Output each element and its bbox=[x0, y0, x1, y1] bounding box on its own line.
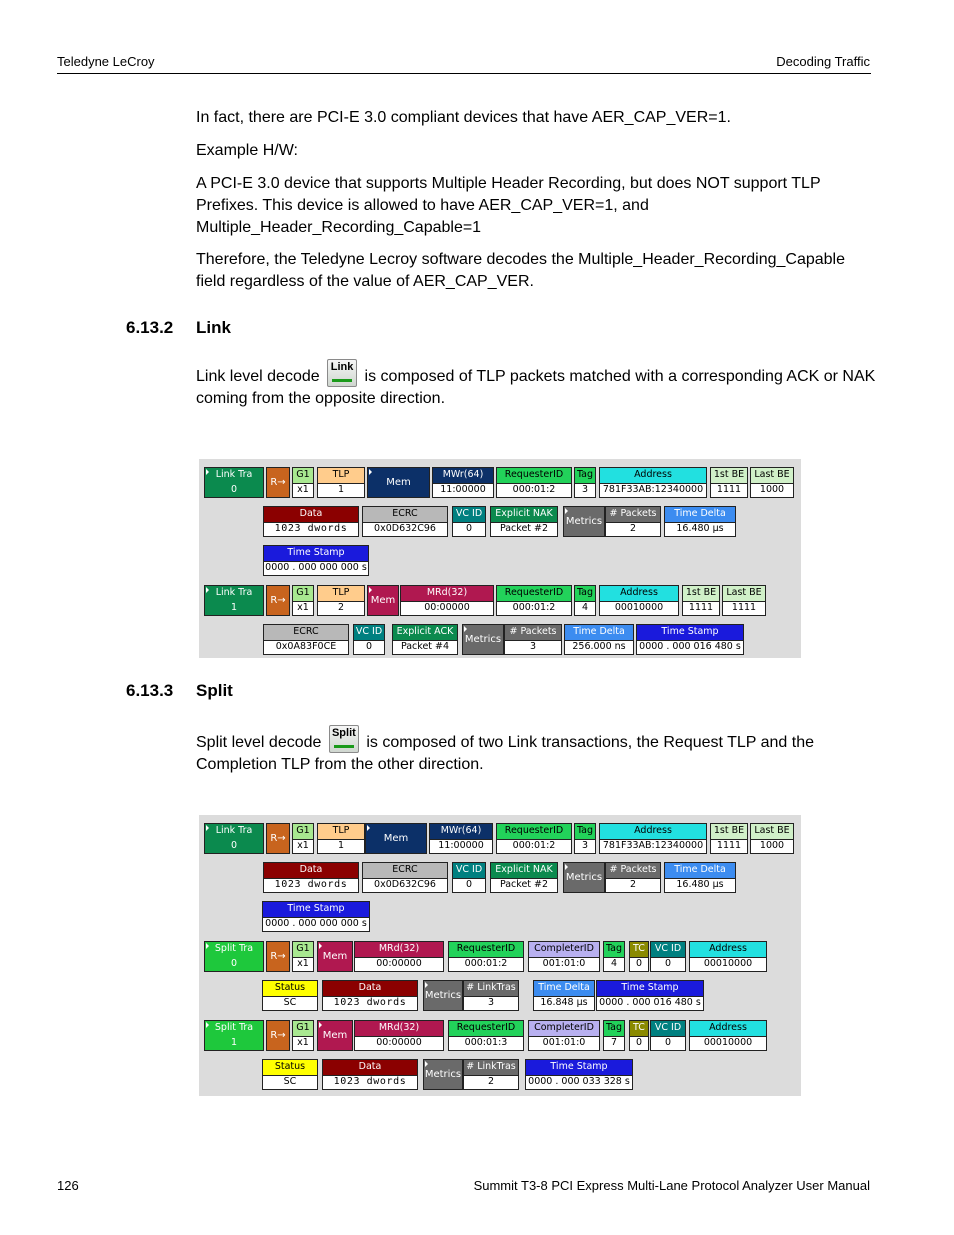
field-value: 0 bbox=[664, 957, 672, 969]
field-value: 00010000 bbox=[703, 1036, 753, 1048]
split-toolbar-icon bbox=[329, 725, 359, 753]
field-addr[interactable] bbox=[599, 585, 679, 616]
field-cmd[interactable] bbox=[354, 1020, 444, 1051]
field-value: 001:01:0 bbox=[542, 1036, 586, 1048]
field-value: SC bbox=[283, 1075, 297, 1087]
field-label: Last BE bbox=[723, 586, 765, 602]
field-text: Mem bbox=[322, 1030, 348, 1041]
field-req[interactable] bbox=[448, 941, 524, 972]
field-value: 1 bbox=[337, 839, 345, 851]
field-label: RequesterID bbox=[497, 586, 571, 602]
field-addr[interactable] bbox=[689, 1020, 767, 1051]
field-lbe[interactable] bbox=[750, 467, 794, 498]
field-tlp[interactable] bbox=[317, 823, 365, 854]
field-split[interactable] bbox=[204, 1020, 264, 1051]
expand-triangle-icon bbox=[206, 587, 209, 593]
field-label: TC bbox=[630, 942, 648, 958]
field-gen[interactable] bbox=[292, 823, 314, 854]
field-value: 3 bbox=[487, 996, 495, 1008]
field-ack[interactable] bbox=[490, 862, 558, 893]
field-value: SC bbox=[283, 996, 297, 1008]
field-label: VC ID bbox=[453, 507, 485, 523]
field-label: MRd(32) bbox=[355, 942, 443, 958]
field-label: Split Tra bbox=[205, 1021, 263, 1037]
field-label: VC ID bbox=[651, 1021, 685, 1037]
field-type[interactable] bbox=[317, 941, 353, 972]
field-delta[interactable] bbox=[664, 862, 736, 893]
field-text: Metrics bbox=[424, 1069, 462, 1080]
field-value: 16.480 μs bbox=[676, 878, 724, 890]
field-gen[interactable] bbox=[292, 1020, 314, 1051]
field-label: ECRC bbox=[363, 507, 447, 523]
field-value: 1111 bbox=[688, 601, 714, 613]
field-text: Mem bbox=[370, 595, 396, 606]
field-value: 7 bbox=[610, 1036, 618, 1048]
field-value: 1023 dwords bbox=[333, 996, 407, 1008]
field-label: Time Delta bbox=[534, 981, 594, 997]
field-label: RequesterID bbox=[497, 824, 571, 840]
field-label: MRd(32) bbox=[355, 1021, 443, 1037]
field-value: 0x0D632C96 bbox=[374, 522, 436, 534]
field-value: 1 bbox=[337, 483, 345, 495]
section-title: Link bbox=[196, 318, 231, 337]
field-label: Address bbox=[600, 468, 706, 484]
field-value: 2 bbox=[337, 601, 345, 613]
field-value: 0 bbox=[205, 839, 263, 854]
field-label: Explicit ACK bbox=[393, 625, 457, 641]
field-label: # Packets bbox=[606, 863, 660, 879]
field-tag[interactable] bbox=[603, 1020, 625, 1051]
field-data[interactable] bbox=[322, 980, 418, 1011]
header-left: Teledyne LeCroy bbox=[57, 54, 155, 69]
field-req[interactable] bbox=[496, 467, 572, 498]
field-label: Link Tra bbox=[205, 468, 263, 484]
field-label: Tag bbox=[604, 1021, 624, 1037]
header-right: Decoding Traffic bbox=[776, 54, 870, 69]
field-tc[interactable] bbox=[629, 941, 649, 972]
field-vc[interactable] bbox=[650, 1020, 686, 1051]
field-addr[interactable] bbox=[599, 823, 707, 854]
field-label: RequesterID bbox=[449, 942, 523, 958]
field-cmd[interactable] bbox=[432, 467, 494, 498]
field-value: 000:01:2 bbox=[512, 839, 556, 851]
field-vc[interactable] bbox=[452, 506, 486, 537]
header-rule bbox=[57, 73, 871, 74]
field-value: x1 bbox=[297, 1036, 309, 1048]
page-number: 126 bbox=[57, 1178, 79, 1193]
field-type[interactable] bbox=[317, 1020, 353, 1051]
field-value: 1 bbox=[205, 1036, 263, 1051]
field-text: R→ bbox=[270, 1030, 286, 1041]
field-dir[interactable] bbox=[266, 1020, 290, 1051]
field-cmd[interactable] bbox=[354, 941, 444, 972]
field-value: 1023 dwords bbox=[274, 878, 348, 890]
field-type[interactable] bbox=[367, 585, 399, 616]
field-status[interactable] bbox=[262, 1059, 318, 1090]
field-delta[interactable] bbox=[564, 624, 634, 655]
link-toolbar-icon bbox=[327, 359, 357, 387]
field-tlp[interactable] bbox=[317, 467, 365, 498]
icon-label: Split bbox=[331, 726, 356, 739]
field-label: Time Delta bbox=[565, 625, 633, 641]
field-gen[interactable] bbox=[292, 467, 314, 498]
field-label: G1 bbox=[293, 942, 313, 958]
field-stamp[interactable] bbox=[263, 545, 369, 576]
field-pkts[interactable] bbox=[605, 862, 661, 893]
field-ecrc[interactable] bbox=[362, 862, 448, 893]
field-fbe[interactable] bbox=[682, 585, 720, 616]
field-label: MRd(32) bbox=[401, 586, 493, 602]
field-ecrc[interactable] bbox=[362, 506, 448, 537]
field-tc[interactable] bbox=[629, 1020, 649, 1051]
field-comp[interactable] bbox=[528, 1020, 600, 1051]
field-label: CompleterID bbox=[529, 1021, 599, 1037]
field-value: 3 bbox=[581, 839, 589, 851]
field-label: G1 bbox=[293, 824, 313, 840]
field-vc[interactable] bbox=[353, 624, 385, 655]
field-label: Address bbox=[690, 942, 766, 958]
field-value: 00:00000 bbox=[376, 957, 422, 969]
field-value: 000:01:2 bbox=[512, 601, 556, 613]
field-value: 1000 bbox=[759, 483, 785, 495]
field-label: MWr(64) bbox=[433, 468, 493, 484]
field-label: # LinkTras bbox=[464, 1060, 518, 1076]
field-label: Data bbox=[264, 863, 358, 879]
field-split[interactable] bbox=[204, 941, 264, 972]
icon-label: Link bbox=[330, 360, 354, 373]
field-data[interactable] bbox=[263, 506, 359, 537]
paragraph: A PCI-E 3.0 device that supports Multiple Header Recording, but does NOT support TLP Prefixes. This device is allowed to have AER_CAP_VER=1, and Multiple_Header_Recording_Capable=1 bbox=[196, 175, 821, 236]
field-req[interactable] bbox=[448, 1020, 524, 1051]
field-value: 781F33AB:12340000 bbox=[602, 483, 704, 495]
field-value: 1111 bbox=[716, 483, 742, 495]
field-label: Time Stamp bbox=[526, 1060, 632, 1076]
section-link-text bbox=[196, 360, 876, 410]
field-delta[interactable] bbox=[533, 980, 595, 1011]
field-text: Mem bbox=[322, 951, 348, 962]
field-value: 1111 bbox=[716, 839, 742, 851]
field-label: Tag bbox=[575, 586, 595, 602]
field-label: 1st BE bbox=[711, 468, 747, 484]
field-value: 4 bbox=[610, 957, 618, 969]
field-label: Time Delta bbox=[665, 863, 735, 879]
field-label: TLP bbox=[318, 468, 364, 484]
text-after: is composed of two Link transactions, the Request TLP and the Completion TLP from the other direction. bbox=[196, 734, 814, 773]
field-label: 1st BE bbox=[711, 824, 747, 840]
field-lbe[interactable] bbox=[750, 823, 794, 854]
field-value: 16.848 μs bbox=[540, 996, 588, 1008]
field-value: 3 bbox=[529, 640, 537, 652]
field-value: 1023 dwords bbox=[274, 522, 348, 534]
field-link-tra[interactable] bbox=[204, 585, 264, 616]
field-cmd[interactable] bbox=[429, 823, 493, 854]
field-stamp[interactable] bbox=[636, 624, 744, 655]
paragraph: In fact, there are PCI-E 3.0 compliant devices that have AER_CAP_VER=1. bbox=[196, 109, 731, 126]
field-addr[interactable] bbox=[599, 467, 707, 498]
field-text: R→ bbox=[270, 951, 286, 962]
field-label: VC ID bbox=[651, 942, 685, 958]
field-fbe[interactable] bbox=[710, 823, 748, 854]
field-label: ECRC bbox=[264, 625, 348, 641]
field-label: MWr(64) bbox=[430, 824, 492, 840]
field-label: G1 bbox=[293, 1021, 313, 1037]
field-vc[interactable] bbox=[452, 862, 486, 893]
field-value: 3 bbox=[581, 483, 589, 495]
field-value: Packet #4 bbox=[400, 640, 450, 652]
field-vc[interactable] bbox=[650, 941, 686, 972]
field-value: 2 bbox=[487, 1075, 495, 1087]
field-value: 2 bbox=[629, 522, 637, 534]
field-label: Split Tra bbox=[205, 942, 263, 958]
field-label: Time Stamp bbox=[263, 902, 369, 918]
field-text: R→ bbox=[270, 595, 286, 606]
section-number: 6.13.2 bbox=[126, 318, 174, 337]
field-dir[interactable] bbox=[266, 585, 290, 616]
field-value: 0 bbox=[465, 878, 473, 890]
field-label: Tag bbox=[604, 942, 624, 958]
field-value: 0x0D632C96 bbox=[374, 878, 436, 890]
field-value: x1 bbox=[297, 839, 309, 851]
field-data[interactable] bbox=[322, 1059, 418, 1090]
expand-triangle-icon bbox=[319, 1022, 322, 1028]
field-text: Metrics bbox=[424, 990, 462, 1001]
field-delta[interactable] bbox=[664, 506, 736, 537]
field-dir[interactable] bbox=[266, 941, 290, 972]
field-dir[interactable] bbox=[266, 467, 290, 498]
field-label: Time Stamp bbox=[264, 546, 368, 562]
field-label: Data bbox=[323, 1060, 417, 1076]
text-before: Split level decode bbox=[196, 734, 322, 751]
field-value: 0000 . 000 016 480 s bbox=[639, 640, 741, 652]
field-addr[interactable] bbox=[689, 941, 767, 972]
field-value: 0 bbox=[205, 483, 263, 498]
field-label: VC ID bbox=[354, 625, 384, 641]
field-value: 0000 . 000 033 328 s bbox=[528, 1075, 630, 1087]
field-label: Data bbox=[323, 981, 417, 997]
field-cmd[interactable] bbox=[400, 585, 494, 616]
paragraph: Example H/W: bbox=[196, 142, 298, 159]
field-value: 0 bbox=[365, 640, 373, 652]
field-value: 0 bbox=[635, 1036, 643, 1048]
field-value: 1 bbox=[205, 601, 263, 616]
field-text: R→ bbox=[270, 833, 286, 844]
field-ecrc[interactable] bbox=[263, 624, 349, 655]
field-stamp[interactable] bbox=[596, 980, 704, 1011]
field-value: 00:00000 bbox=[376, 1036, 422, 1048]
expand-triangle-icon bbox=[319, 943, 322, 949]
field-label: Explicit NAK bbox=[491, 863, 557, 879]
field-tag[interactable] bbox=[603, 941, 625, 972]
field-pkts[interactable] bbox=[504, 624, 562, 655]
field-label: Last BE bbox=[751, 824, 793, 840]
expand-triangle-icon bbox=[206, 825, 209, 831]
field-text: Mem bbox=[383, 833, 409, 844]
field-metrics[interactable] bbox=[563, 506, 605, 537]
field-metrics[interactable] bbox=[423, 980, 463, 1011]
field-type[interactable] bbox=[365, 823, 427, 854]
field-label: Time Stamp bbox=[637, 625, 743, 641]
field-label: Link Tra bbox=[205, 586, 263, 602]
field-label: TLP bbox=[318, 824, 364, 840]
field-tag[interactable] bbox=[574, 467, 596, 498]
expand-triangle-icon bbox=[206, 469, 209, 475]
field-label: RequesterID bbox=[449, 1021, 523, 1037]
field-text: Mem bbox=[386, 477, 411, 488]
field-label: VC ID bbox=[453, 863, 485, 879]
field-text: Metrics bbox=[565, 516, 603, 527]
field-value: 0000 . 000 000 000 s bbox=[265, 917, 367, 929]
field-value: 2 bbox=[629, 878, 637, 890]
field-value: 000:01:2 bbox=[512, 483, 556, 495]
field-value: 00010000 bbox=[614, 601, 664, 613]
field-label: Last BE bbox=[751, 468, 793, 484]
field-metrics[interactable] bbox=[423, 1059, 463, 1090]
field-req[interactable] bbox=[496, 585, 572, 616]
field-label: Status bbox=[263, 1060, 317, 1076]
footer-title: Summit T3-8 PCI Express Multi-Lane Protocol Analyzer User Manual bbox=[473, 1178, 870, 1193]
field-data[interactable] bbox=[263, 862, 359, 893]
field-value: 0 bbox=[205, 957, 263, 972]
field-value: 1023 dwords bbox=[333, 1075, 407, 1087]
field-label: Explicit NAK bbox=[491, 507, 557, 523]
expand-triangle-icon bbox=[206, 1022, 209, 1028]
field-label: Link Tra bbox=[205, 824, 263, 840]
field-label: Data bbox=[264, 507, 358, 523]
field-label: # LinkTras bbox=[464, 981, 518, 997]
field-label: TC bbox=[630, 1021, 648, 1037]
field-metrics[interactable] bbox=[563, 862, 605, 893]
field-text: R→ bbox=[270, 477, 286, 488]
field-value: 000:01:3 bbox=[464, 1036, 508, 1048]
field-value: 781F33AB:12340000 bbox=[602, 839, 704, 851]
field-value: 11:00000 bbox=[440, 483, 486, 495]
field-stamp[interactable] bbox=[525, 1059, 633, 1090]
field-label: G1 bbox=[293, 586, 313, 602]
field-value: 0000 . 000 000 000 s bbox=[265, 561, 367, 573]
expand-triangle-icon bbox=[367, 825, 370, 831]
field-value: x1 bbox=[297, 601, 309, 613]
field-label: # Packets bbox=[505, 625, 561, 641]
field-value: 0 bbox=[635, 957, 643, 969]
field-tag[interactable] bbox=[574, 585, 596, 616]
link-decode-figure bbox=[199, 459, 801, 658]
field-value: 1000 bbox=[759, 839, 785, 851]
field-status[interactable] bbox=[262, 980, 318, 1011]
field-label: # Packets bbox=[606, 507, 660, 523]
field-label: Address bbox=[600, 824, 706, 840]
field-value: 1111 bbox=[731, 601, 757, 613]
expand-triangle-icon bbox=[206, 943, 209, 949]
section-number: 6.13.3 bbox=[126, 681, 174, 700]
field-label: G1 bbox=[293, 468, 313, 484]
field-tag[interactable] bbox=[574, 823, 596, 854]
field-value: 00010000 bbox=[703, 957, 753, 969]
field-value: 001:01:0 bbox=[542, 957, 586, 969]
field-label: TLP bbox=[318, 586, 364, 602]
field-label: 1st BE bbox=[683, 586, 719, 602]
field-gen[interactable] bbox=[292, 585, 314, 616]
field-value: 0 bbox=[465, 522, 473, 534]
field-label: Time Delta bbox=[665, 507, 735, 523]
field-text: Metrics bbox=[565, 872, 603, 883]
field-value: 00:00000 bbox=[424, 601, 470, 613]
field-value: 11:00000 bbox=[438, 839, 484, 851]
section-split-text bbox=[196, 726, 876, 776]
field-label: Status bbox=[263, 981, 317, 997]
field-link-tra[interactable] bbox=[204, 823, 264, 854]
paragraph: Therefore, the Teledyne Lecroy software decodes the Multiple_Header_Recording_Capable field regardless of the value of AER_CAP_VER. bbox=[196, 251, 845, 290]
field-req[interactable] bbox=[496, 823, 572, 854]
field-dir[interactable] bbox=[266, 823, 290, 854]
field-value: 4 bbox=[581, 601, 589, 613]
field-linktras[interactable] bbox=[463, 1059, 519, 1090]
field-label: Tag bbox=[575, 824, 595, 840]
field-stamp[interactable] bbox=[262, 901, 370, 932]
expand-triangle-icon bbox=[464, 626, 467, 632]
expand-triangle-icon bbox=[369, 587, 372, 593]
expand-triangle-icon bbox=[425, 1061, 428, 1067]
field-metrics[interactable] bbox=[462, 624, 504, 655]
field-label: RequesterID bbox=[497, 468, 571, 484]
field-value: 000:01:2 bbox=[464, 957, 508, 969]
field-label: ECRC bbox=[363, 863, 447, 879]
expand-triangle-icon bbox=[425, 982, 428, 988]
field-value: x1 bbox=[297, 483, 309, 495]
field-type[interactable] bbox=[367, 467, 430, 498]
field-lbe[interactable] bbox=[722, 585, 766, 616]
field-value: Packet #2 bbox=[499, 522, 549, 534]
text-before: Link level decode bbox=[196, 368, 320, 385]
field-label: Address bbox=[690, 1021, 766, 1037]
field-value: Packet #2 bbox=[499, 878, 549, 890]
field-label: Address bbox=[600, 586, 678, 602]
field-text: Metrics bbox=[464, 634, 502, 645]
expand-triangle-icon bbox=[369, 469, 372, 475]
field-link-tra[interactable] bbox=[204, 467, 264, 498]
split-decode-figure bbox=[199, 815, 801, 1096]
field-value: 0 bbox=[664, 1036, 672, 1048]
field-linktras[interactable] bbox=[463, 980, 519, 1011]
field-ack[interactable] bbox=[392, 624, 458, 655]
field-value: x1 bbox=[297, 957, 309, 969]
field-value: 0x0A83F0CE bbox=[275, 640, 337, 652]
field-gen[interactable] bbox=[292, 941, 314, 972]
field-label: Tag bbox=[575, 468, 595, 484]
text-after: is composed of TLP packets matched with a corresponding ACK or NAK coming from the opposite direction. bbox=[196, 368, 876, 407]
field-ack[interactable] bbox=[490, 506, 558, 537]
section-title: Split bbox=[196, 681, 233, 700]
field-label: CompleterID bbox=[529, 942, 599, 958]
field-value: 16.480 μs bbox=[676, 522, 724, 534]
field-comp[interactable] bbox=[528, 941, 600, 972]
field-value: 256.000 ns bbox=[572, 640, 626, 652]
field-tlp[interactable] bbox=[317, 585, 365, 616]
expand-triangle-icon bbox=[565, 864, 568, 870]
field-pkts[interactable] bbox=[605, 506, 661, 537]
expand-triangle-icon bbox=[565, 508, 568, 514]
field-value: 0000 . 000 016 480 s bbox=[599, 996, 701, 1008]
field-label: Time Stamp bbox=[597, 981, 703, 997]
field-fbe[interactable] bbox=[710, 467, 748, 498]
